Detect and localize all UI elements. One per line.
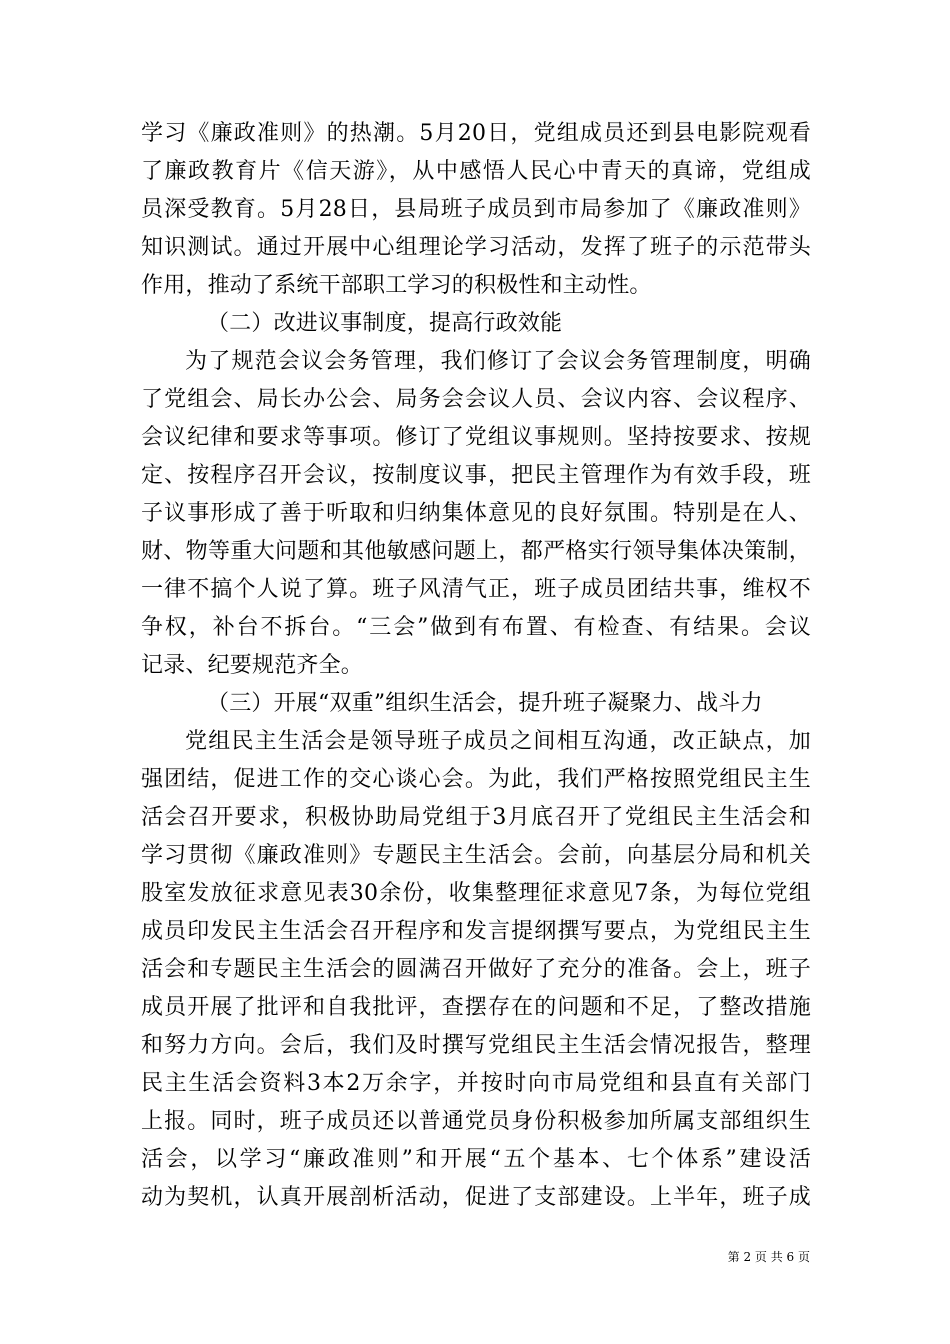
- text-line: 民主生活会资料3本2万余字，并按时向市局党组和县直有关部门: [141, 1071, 811, 1096]
- text-line: 学习贯彻《廉政准则》专题民主生活会。会前，向基层分局和机关: [141, 843, 811, 868]
- text-line: 作用，推动了系统干部职工学习的积极性和主动性。: [141, 273, 652, 298]
- text-line: 记录、纪要规范齐全。: [141, 653, 364, 678]
- text-line: 财、物等重大问题和其他敏感问题上，都严格实行领导集体决策制，: [141, 539, 811, 564]
- text-line: 员深受教育。5月28日，县局班子成员到市局参加了《廉政准则》: [141, 197, 811, 222]
- body-text: [141, 115, 811, 1217]
- text-line: 知识测试。通过开展中心组理论学习活动，发挥了班子的示范带头: [141, 235, 811, 260]
- text-line: 和努力方向。会后，我们及时撰写党组民主生活会情况报告，整理: [141, 1033, 811, 1058]
- text-line: 为了规范会议会务管理，我们修订了会议会务管理制度，明确: [185, 349, 811, 374]
- text-line: 活会召开要求，积极协助局党组于3月底召开了党组民主生活会和: [141, 805, 811, 830]
- text-line: 股室发放征求意见表30余份，收集整理征求意见7条，为每位党组: [141, 881, 811, 906]
- text-line: 党组民主生活会是领导班子成员之间相互沟通，改正缺点，加: [185, 729, 811, 754]
- text-line: 定、按程序召开会议，按制度议事，把民主管理作为有效手段，班: [141, 463, 811, 488]
- text-line: 了廉政教育片《信天游》，从中感悟人民心中青天的真谛，党组成: [141, 159, 811, 184]
- page-number-footer: 第 2 页 共 6 页: [727, 1250, 810, 1264]
- text-line: 一律不搞个人说了算。班子风清气正，班子成员团结共事，维权不: [141, 577, 811, 602]
- text-line: 活会和专题民主生活会的圆满召开做好了充分的准备。会上，班子: [141, 957, 811, 982]
- text-line: 学习《廉政准则》的热潮。5月20日，党组成员还到县电影院观看: [141, 121, 811, 146]
- text-line: 争权，补台不拆台。“三会”做到有布置、有检查、有结果。会议: [141, 615, 811, 640]
- text-line: 了党组会、局长办公会、局务会会议人员、会议内容、会议程序、: [141, 387, 811, 412]
- text-line: 会议纪律和要求等事项。修订了党组议事规则。坚持按要求、按规: [141, 425, 811, 450]
- text-line: 上报。同时，班子成员还以普通党员身份积极参加所属支部组织生: [141, 1109, 811, 1134]
- text-line: 动为契机，认真开展剖析活动，促进了支部建设。上半年，班子成: [141, 1185, 811, 1210]
- section-heading: （三）开展“双重”组织生活会，提升班子凝聚力、战斗力: [207, 691, 763, 716]
- section-heading: （二）改进议事制度，提高行政效能: [207, 311, 563, 336]
- text-line: 成员开展了批评和自我批评，查摆存在的问题和不足，了整改措施: [141, 995, 811, 1020]
- text-line: 成员印发民主生活会召开程序和发言提纲撰写要点，为党组民主生: [141, 919, 811, 944]
- text-line: 子议事形成了善于听取和归纳集体意见的良好氛围。特别是在人、: [141, 501, 811, 526]
- text-line: 强团结，促进工作的交心谈心会。为此，我们严格按照党组民主生: [141, 767, 811, 792]
- text-line: 活会，以学习“廉政准则”和开展“五个基本、七个体系”建设活: [141, 1147, 811, 1172]
